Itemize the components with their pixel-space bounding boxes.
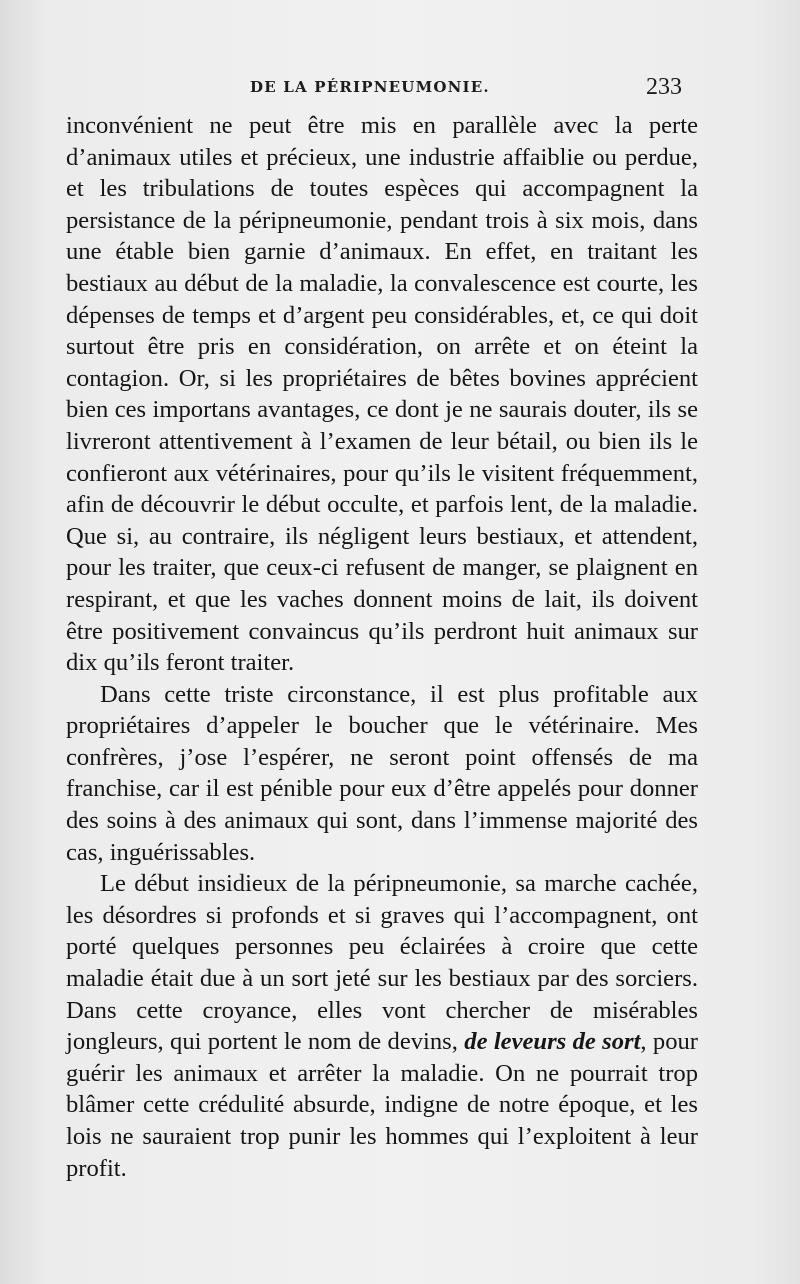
paragraph-3-italic-phrase: de leveurs de sort xyxy=(464,1028,641,1056)
running-title: DE LA PÉRIPNEUMONIE. xyxy=(250,78,490,96)
running-head xyxy=(0,72,800,102)
paragraph-2: Dans cette triste circonstance, il est plus profitable aux propriétaires d’appeler le boucher que le vétérinaire. Mes confrères, j’ose l’espérer, ne seront point offensés de ma franchise, car il est pénible pour eux d’être appelés pour donner des soins à des animaux qui sont, dans l’immense majorité des cas, inguérissables. xyxy=(66,680,698,866)
page-number: 233 xyxy=(646,74,682,100)
body-text xyxy=(66,110,698,1184)
paragraph-3-text-b: , pour guérir les animaux et arrêter la maladie. On ne pourrait trop blâmer cette crédulité absurde, indigne de notre époque, et les lois ne sauraient trop punir les hommes qui l’exploitent à leur profit. xyxy=(66,1028,698,1182)
paragraph-3-text-a: Le début insidieux de la péripneumonie, sa marche cachée, les désordres si profonds et si graves qui l’accompagnent, ont porté quelques personnes peu éclairées à croire que cette maladie était due à un sort jeté sur les bestiaux par des sorciers. Dans cette croyance, elles vont chercher de misérables jongleurs, qui portent le nom de devins, xyxy=(66,870,698,1056)
paragraph-1: inconvénient ne peut être mis en parallèle avec la perte d’animaux utiles et précieux, une industrie affaiblie ou perdue, et les tribulations de toutes espèces qui accompagnent la persistance de la péripneumonie, pendant trois à six mois, dans une étable bien garnie d’animaux. En effet, en traitant les bestiaux au début de la maladie, la convalescence est courte, les dépenses de temps et d’argent peu considérables, et, ce qui doit surtout être pris en considération, on arrête et on éteint la contagion. Or, si les propriétaires de bêtes bovines apprécient bien ces importans avantages, ce dont je ne saurais douter, ils se livreront attentivement à l’examen de leur bétail, ou bien ils le confieront aux vétérinaires, pour qu’ils le visitent fréquemment, afin de découvrir le début occulte, et parfois lent, de la maladie. Que si, au contraire, ils négligent leurs bestiaux, et attendent, pour les traiter, que ceux-ci refusent de manger, se plaignent en respirant, et que les vaches donnent moins de lait, ils doivent être positivement convaincus qu’ils perdront huit animaux sur dix qu’ils feront traiter. xyxy=(66,112,698,677)
paragraph-3 xyxy=(66,868,698,1184)
